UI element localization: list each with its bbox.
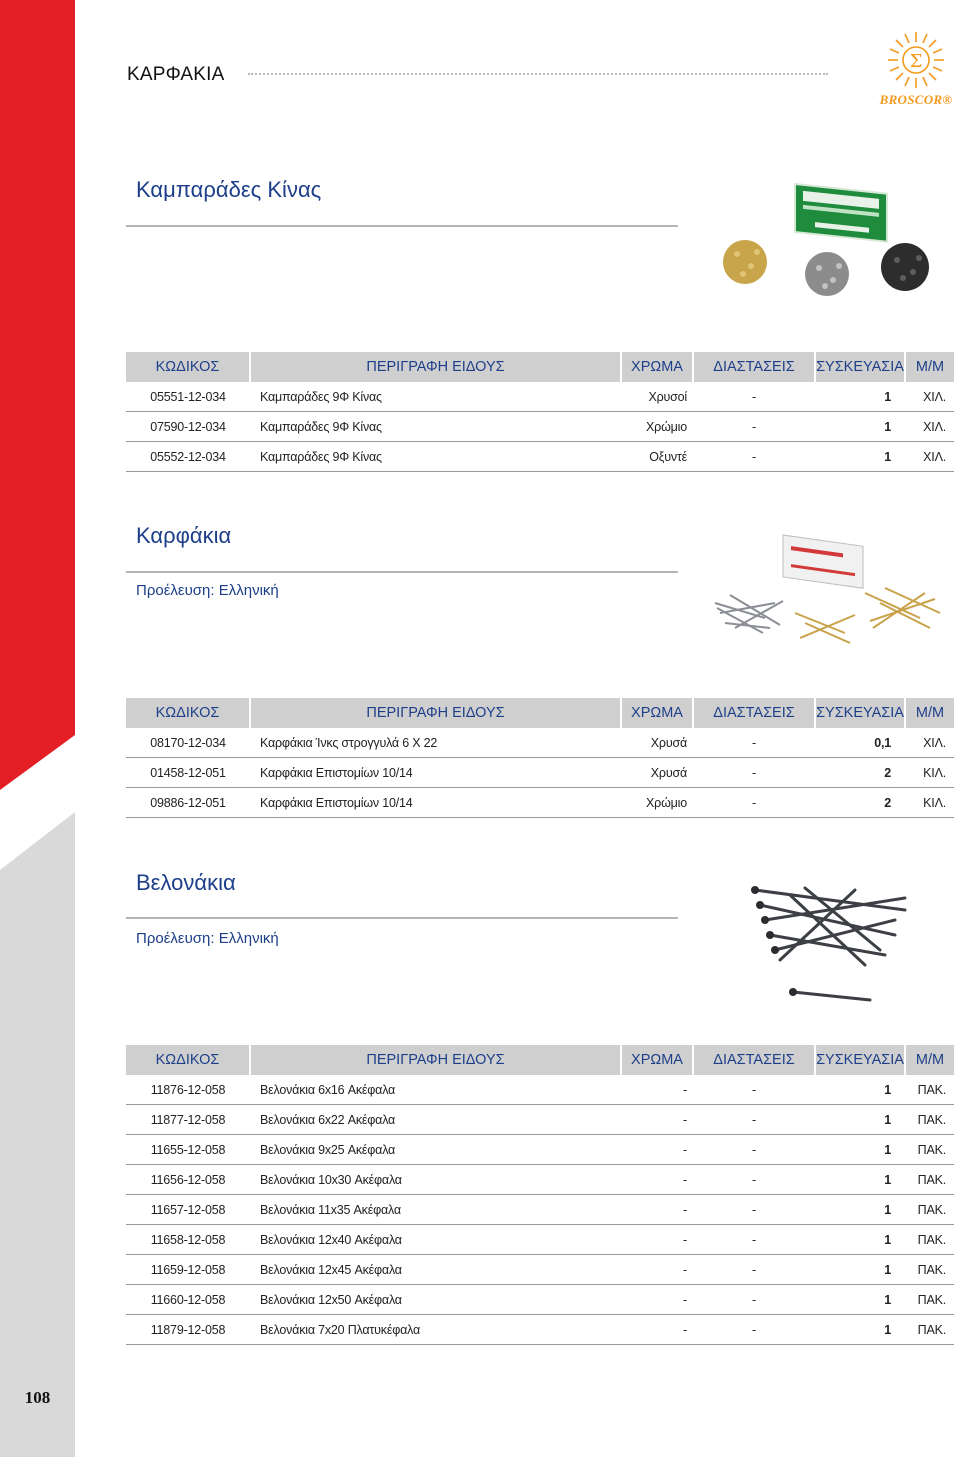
- cell-dimensions: -: [693, 1285, 815, 1315]
- cell-description: Βελονάκια 12x45 Ακέφαλα: [250, 1255, 621, 1285]
- cell-code: 11656-12-058: [126, 1165, 250, 1195]
- cell-packaging: 1: [815, 412, 905, 442]
- cell-unit: ΠΑΚ.: [905, 1105, 954, 1135]
- cell-description: Βελονάκια 12x40 Ακέφαλα: [250, 1225, 621, 1255]
- cell-packaging: 2: [815, 758, 905, 788]
- table-row: [126, 442, 954, 472]
- cell-packaging: 1: [815, 1225, 905, 1255]
- cell-unit: ΧΙΛ.: [905, 412, 954, 442]
- table-row: [126, 412, 954, 442]
- col-header-unit: Μ/Μ: [905, 352, 954, 382]
- table-row: [126, 1105, 954, 1135]
- title-dotted-rule: [248, 73, 828, 75]
- section-title: Καρφάκια: [136, 523, 232, 548]
- product-table-pins: [126, 1045, 954, 1345]
- cell-packaging: 1: [815, 1195, 905, 1225]
- table-row: [126, 1315, 954, 1345]
- cell-description: Βελονάκια 9x25 Ακέφαλα: [250, 1135, 621, 1165]
- cell-code: 05552-12-034: [126, 442, 250, 472]
- cell-dimensions: -: [693, 788, 815, 818]
- cell-color: -: [621, 1315, 693, 1345]
- section-title: Βελονάκια: [136, 870, 236, 895]
- cell-description: Βελονάκια 11x35 Ακέφαλα: [250, 1195, 621, 1225]
- section-rule: [126, 571, 678, 573]
- col-header-color: ΧΡΩΜΑ: [621, 698, 693, 728]
- cell-code: 11657-12-058: [126, 1195, 250, 1225]
- cell-color: Χρυσά: [621, 728, 693, 758]
- cell-code: 11660-12-058: [126, 1285, 250, 1315]
- cell-packaging: 1: [815, 382, 905, 412]
- cell-description: Βελονάκια 6x16 Ακέφαλα: [250, 1075, 621, 1105]
- cell-color: -: [621, 1165, 693, 1195]
- cell-dimensions: -: [693, 1255, 815, 1285]
- cell-color: -: [621, 1285, 693, 1315]
- col-header-packaging: ΣΥΣΚΕΥΑΣΙΑ: [815, 352, 905, 382]
- cell-code: 07590-12-034: [126, 412, 250, 442]
- cell-description: Καρφάκια Επιστομίων 10/14: [250, 758, 621, 788]
- cell-color: Οξυντέ: [621, 442, 693, 472]
- page-number: 108: [24, 1388, 51, 1407]
- col-header-color: ΧΡΩΜΑ: [621, 1045, 693, 1075]
- cell-unit: ΠΑΚ.: [905, 1225, 954, 1255]
- cell-packaging: 1: [815, 442, 905, 472]
- table-row: [126, 728, 954, 758]
- cell-code: 09886-12-051: [126, 788, 250, 818]
- cell-packaging: 0,1: [815, 728, 905, 758]
- page-title: ΚΑΡΦΑΚΙΑ: [127, 64, 225, 85]
- cell-unit: ΚΙΛ.: [905, 758, 954, 788]
- cell-unit: ΠΑΚ.: [905, 1075, 954, 1105]
- cell-dimensions: -: [693, 728, 815, 758]
- cell-dimensions: -: [693, 442, 815, 472]
- cell-dimensions: -: [693, 1165, 815, 1195]
- logo-brand-text: BROSCOR®: [879, 92, 953, 107]
- cell-dimensions: -: [693, 1195, 815, 1225]
- table-row: [126, 1165, 954, 1195]
- small-nails-image: [705, 533, 950, 663]
- table-row: [126, 1225, 954, 1255]
- cell-dimensions: -: [693, 1225, 815, 1255]
- cell-color: -: [621, 1225, 693, 1255]
- col-header-dimensions: ΔΙΑΣΤΑΣΕΙΣ: [693, 352, 815, 382]
- cell-color: -: [621, 1195, 693, 1225]
- col-header-packaging: ΣΥΣΚΕΥΑΣΙΑ: [815, 1045, 905, 1075]
- product-table-nails: [126, 698, 954, 818]
- table-row: [126, 1255, 954, 1285]
- col-header-code: ΚΩΔΙΚΟΣ: [126, 1045, 250, 1075]
- col-header-code: ΚΩΔΙΚΟΣ: [126, 698, 250, 728]
- col-header-description: ΠΕΡΙΓΡΑΦΗ ΕΙΔΟΥΣ: [250, 698, 621, 728]
- cell-color: -: [621, 1255, 693, 1285]
- cell-unit: ΠΑΚ.: [905, 1315, 954, 1345]
- cell-description: Καμπαράδες 9Φ Κίνας: [250, 382, 621, 412]
- cell-packaging: 1: [815, 1315, 905, 1345]
- cell-code: 05551-12-034: [126, 382, 250, 412]
- cell-unit: ΠΑΚ.: [905, 1135, 954, 1165]
- cell-unit: ΧΙΛ.: [905, 382, 954, 412]
- cell-dimensions: -: [693, 382, 815, 412]
- cell-description: Βελονάκια 6x22 Ακέφαλα: [250, 1105, 621, 1135]
- cell-description: Καρφάκια Ίνκς στρογγυλά 6 Χ 22: [250, 728, 621, 758]
- cell-dimensions: -: [693, 758, 815, 788]
- cell-unit: ΠΑΚ.: [905, 1255, 954, 1285]
- section-rule: [126, 917, 678, 919]
- cell-code: 11655-12-058: [126, 1135, 250, 1165]
- col-header-description: ΠΕΡΙΓΡΑΦΗ ΕΙΔΟΥΣ: [250, 1045, 621, 1075]
- cell-code: 01458-12-051: [126, 758, 250, 788]
- table-row: [126, 1075, 954, 1105]
- col-header-color: ΧΡΩΜΑ: [621, 352, 693, 382]
- cell-color: -: [621, 1075, 693, 1105]
- cell-packaging: 1: [815, 1135, 905, 1165]
- section-title: Καμπαράδες Κίνας: [136, 177, 322, 202]
- section-rule: [126, 225, 678, 227]
- cell-code: 11658-12-058: [126, 1225, 250, 1255]
- col-header-dimensions: ΔΙΑΣΤΑΣΕΙΣ: [693, 698, 815, 728]
- cell-dimensions: -: [693, 1315, 815, 1345]
- cell-packaging: 1: [815, 1105, 905, 1135]
- cell-dimensions: -: [693, 1135, 815, 1165]
- cell-description: Καμπαράδες 9Φ Κίνας: [250, 412, 621, 442]
- col-header-unit: Μ/Μ: [905, 698, 954, 728]
- cell-unit: ΠΑΚ.: [905, 1285, 954, 1315]
- col-header-unit: Μ/Μ: [905, 1045, 954, 1075]
- col-header-packaging: ΣΥΣΚΕΥΑΣΙΑ: [815, 698, 905, 728]
- cell-color: Χρυσά: [621, 758, 693, 788]
- table-row: [126, 1195, 954, 1225]
- cell-packaging: 1: [815, 1285, 905, 1315]
- cell-packaging: 1: [815, 1255, 905, 1285]
- col-header-dimensions: ΔΙΑΣΤΑΣΕΙΣ: [693, 1045, 815, 1075]
- sun-icon: [876, 30, 956, 92]
- cell-description: Βελονάκια 7x20 Πλατυκέφαλα: [250, 1315, 621, 1345]
- table-row: [126, 788, 954, 818]
- cell-dimensions: -: [693, 412, 815, 442]
- cell-description: Καμπαράδες 9Φ Κίνας: [250, 442, 621, 472]
- cell-packaging: 1: [815, 1165, 905, 1195]
- cell-code: 11879-12-058: [126, 1315, 250, 1345]
- cell-unit: ΠΑΚ.: [905, 1195, 954, 1225]
- cell-packaging: 1: [815, 1075, 905, 1105]
- origin-label: Προέλευση: Ελληνική: [136, 582, 279, 599]
- cell-unit: ΧΙΛ.: [905, 728, 954, 758]
- cell-unit: ΧΙΛ.: [905, 442, 954, 472]
- broscor-logo: [876, 30, 956, 126]
- cell-packaging: 2: [815, 788, 905, 818]
- cell-color: Χρώμιο: [621, 788, 693, 818]
- cell-unit: ΚΙΛ.: [905, 788, 954, 818]
- table-row: [126, 1135, 954, 1165]
- sigma-symbol: Σ: [909, 51, 923, 72]
- origin-label: Προέλευση: Ελληνική: [136, 930, 279, 947]
- table-row: [126, 758, 954, 788]
- cell-color: Χρυσοί: [621, 382, 693, 412]
- col-header-code: ΚΩΔΙΚΟΣ: [126, 352, 250, 382]
- product-table-tacks: [126, 352, 954, 472]
- col-header-description: ΠΕΡΙΓΡΑΦΗ ΕΙΔΟΥΣ: [250, 352, 621, 382]
- cell-code: 11876-12-058: [126, 1075, 250, 1105]
- cell-color: -: [621, 1135, 693, 1165]
- cell-unit: ΠΑΚ.: [905, 1165, 954, 1195]
- cell-color: Χρώμιο: [621, 412, 693, 442]
- cell-description: Καρφάκια Επιστομίων 10/14: [250, 788, 621, 818]
- cell-dimensions: -: [693, 1105, 815, 1135]
- cell-dimensions: -: [693, 1075, 815, 1105]
- table-row: [126, 1285, 954, 1315]
- cell-description: Βελονάκια 10x30 Ακέφαλα: [250, 1165, 621, 1195]
- cell-code: 11659-12-058: [126, 1255, 250, 1285]
- table-row: [126, 382, 954, 412]
- tacks-box-image: [715, 182, 950, 307]
- cell-color: -: [621, 1105, 693, 1135]
- cell-description: Βελονάκια 12x50 Ακέφαλα: [250, 1285, 621, 1315]
- cell-code: 11877-12-058: [126, 1105, 250, 1135]
- pins-image: [745, 880, 915, 1010]
- cell-code: 08170-12-034: [126, 728, 250, 758]
